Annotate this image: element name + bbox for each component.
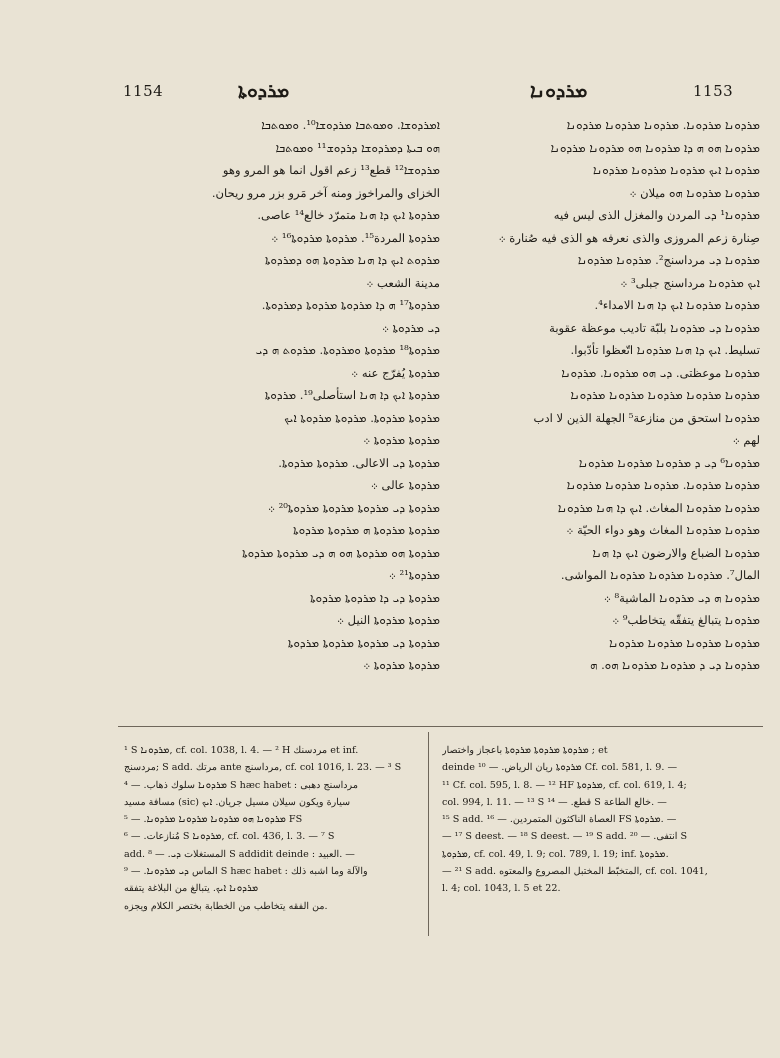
left-column-line: ܡܪܕܘܬܐ المردة¹⁵. ܡܪܕܘܬܐ ܡܪܕܘܬܐ¹⁶ ܀ [271,230,440,245]
left-footnotes [124,742,424,942]
left-column-line: الخزاى والمراخوز ومنه آخر مَرو بزر مرو ريحان. [211,185,440,200]
right-column-line: لهم ܀ [732,433,760,447]
right-column-line: ܡܪܕܘܢܐ ܡܪܕܘܢܐ المغاث. ܐܝܟ ܕܐ ܗܢܐ ܡܪܕܘܢܐ [557,500,760,515]
left-column-line: ܡܪܕܘܬܐ ܡܪܕܘܬܐ. ܡܪܕܘܬܐ ܡܪܕܘܬܐ ܐܝܟ [284,410,440,425]
left-column-line: ܡܪܕܘܬܐ ܕܝ الاعالى. ܡܪܕܘܬܐ ܡܪܕܘܬܐ. [278,455,440,470]
right-column-line: ܡܪܕܘܢܐ⁶ ܕܝ ܕ ܡܪܕܘܢܐ ܡܪܕܘܢܐ ܡܪܕܘܢܐ [578,455,760,470]
left-column-line: ܡܪܕܘܬܐ¹⁷ ܗ ܕܐ ܡܪܕܘܬܐ ܡܪܕܘܬܐ ܕܡܪܕܘܬܐ. [261,298,440,312]
right-text-column [440,114,760,716]
footnotes-right-line: ܡܪܕܘܬܐ ܡܪܕܘܬܐ ܡܪܕܘܬܐ باعجاز واختصار ; et [442,745,608,756]
left-column-line: ܐܡܪܕܘܫܐ. ܘܡܘܬܒܐ ܡܪܕܘܫܐ¹⁰. ܘܡܘܬܒܐ [261,118,440,132]
footnotes-right-line: col. 994, l. 11. — ¹³ S قطع. — ¹⁴ S خالع الطاعة. — [442,796,667,808]
right-column-line: ܡܪܕܘܢܐ ܡܪܕܘܢܐ. ܡܪܕܘܢܐ ܡܪܕܘܢܐ ܡܪܕܘܢܐ [566,118,760,132]
footnotes-left-line: من الفقه يتخاطب من الخطابة بختصر الكلام ويجزه. [124,900,328,912]
left-column-line: ܡܪܕܘܬܐ ܕܝ ܡܪܕܘܬܐ ܡܪܕܘܬܐ ܡܪܕܘܬܐ [287,635,440,650]
footnote-column-divider [428,732,429,936]
right-column-line: ܡܪܕܘܢܐ موعظتى. ܕܝ ܗܘ ܡܪܕܘܢܐ. ܡܪܕܘܢܐ [561,365,760,380]
footnotes-left-line: مُنازعات. — ⁶ S ܡܪܕܘܢܐ, cf. col. 436, l. 3. — ⁷ S [124,831,335,843]
right-column-line: ܡܪܕܘܢܐ ܗ ܕܝ ܡܪܕܘܢܐ الماشية⁸ ܀ [603,590,760,605]
right-column-line: ܡܪܕܘܢܐ ܗܘ ܗ ܕܐ ܡܪܕܘܢܐ ܗܘ ܡܪܕܘܢܐ ܡܪܕܘܢܐ [550,140,760,155]
right-column-line: تسليط. ܐܝܟ ܕܐ ܗܢܐ ܡܪܕܘܢܐ اتّعظوا تأدّبوا. [570,343,760,357]
left-column-line: ܡܪܕܘܬܐ ܡܪܕܘܬܐ ܀ [363,658,440,672]
left-column-line: ܡܪܕܘܬܐ ܗܘ ܡܪܕܘܬܐ ܗܘ ܗ ܕܝ ܡܪܕܘܬܐ ܡܪܕܘܬܐ [242,545,440,560]
footnotes-left-line: ܡܪܕܘܢܐ ܐܝܟ. يتبالغ من البلاغة يتفقه [124,883,259,895]
right-column-line: ܡܪܕܘܢܐ ܡܪܕܘܢܐ ܡܪܕܘܢܐ ܡܪܕܘܢܐ [609,635,760,650]
left-running-head: ܡܪܕܘܬܐ [238,80,290,102]
footnotes-left-line: add. المستغلات ܕܝ. — ⁸ S addidit deinde : العبيد. — [124,848,355,860]
right-column-line: ܡܪܕܘܢܐ ܕܝ ܕ ܡܪܕܘܢܐ ܡܪܕܘܢܐ ܗܘ. ܗ [590,658,760,672]
right-column-line: صِنارة زعم المروزى والذى نعرفه هو الذى فيه صُنارة ܀ [498,230,760,245]
footnotes-right-line: ¹¹ Cf. col. 595, l. 8. — ¹² HF ܡܪܕܘܬܐ, cf. col. 619, l. 4; [442,779,687,791]
right-column-line: ܡܪܕܘܢܐ ܡܪܕܘܢܐ ܡܪܕܘܢܐ ܡܪܕܘܢܐ ܡܪܕܘܢܐ [570,388,760,402]
left-column-line: ܡܪܕܘܫܐ¹² قطع¹³ زعم اقول انما هو المرو وهو [222,163,440,177]
footnotes-left-line: مردسنج; S add. مرتك ante مرداسنج, cf. col 1016, l. 23. — ³ S [124,762,402,774]
right-column-line: ܡܪܕܘܢܐ الضباع والارضون ܐܝܟ ܕܐ ܗܢܐ [592,545,760,560]
left-column-line: ܡܪܕܘܬܐ ܕܝ ܕܐ ܡܪܕܘܬܐ ܡܪܕܘܬܐ [310,590,440,605]
left-column-line: ܡܪܕܘܬܐ يُفرّج عنه ܀ [351,365,440,380]
right-column-line: ܡܪܕܘܢܐ ܡܪܕܘܢܐ. ܡܪܕܘܢܐ ܡܪܕܘܢܐ ܡܪܕܘܢܐ [566,478,760,492]
footnotes-right-line: ¹⁵ S add. العصاة الناكثون المتمردين. — ¹⁶ FS ܡܪܕܘܬܐ. — [442,814,677,826]
right-column-line: ܐܝܟ ܡܪܕܘܢܐ مرداسنج جبلى³ ܀ [620,275,760,290]
footnote-rule [118,726,763,727]
right-column-line: ܡܪܕܘܢܐ ܡܪܕܘܢܐ ܗܘ ميلان ܀ [629,185,760,200]
right-running-head: ܡܪܕܘܢܐ [530,80,588,102]
right-footnotes [442,742,742,942]
footnotes-right-line: l. 4; col. 1043, l. 5 et 22. [442,883,561,895]
footnotes-right-line: — ¹⁷ S deest. — ¹⁸ S deest. — ¹⁹ S add. انتفى. — ²⁰ S [442,831,688,843]
footnotes-left-line: ܡܪܕܘܢܐ سلوك ذهاب. — ⁴ S hæc habet : مرداسنج دهبى [124,779,358,791]
left-page-number: 1154 [123,82,164,100]
right-column-line: ܡܪܕܘܢܐ ܐܝܟ ܡܪܕܘܢܐ ܡܪܕܘܢܐ ܡܪܕܘܢܐ [592,163,760,177]
left-column-line: ܡܪܕܘܬܐ ܐܝܟ ܕܐ ܗܢܐ متمرّد خالع¹⁴ عاصى. [257,208,440,222]
left-column-line: ܡܪܕܘܬܐ ܡܪܕܘܬܐ النيل ܀ [337,613,440,627]
right-column-line: ܡܪܕܘܢܐ ܕܝ ܡܪܕܘܢܐ بلبّة تاديب موعظة عقوبة [549,320,760,335]
right-column-line: ܡܪܕܘܢܐ ܡܪܕܘܢܐ ܐܝܟ ܕܐ ܗܢܐ الامداء⁴. [594,298,760,312]
left-column-line: ܡܪܕܘܬܐ عالى ܀ [370,478,440,492]
left-column-line: ܡܪܕܘܬܐ ܡܪܕܘܬܐ ܀ [363,433,440,447]
left-column-line: ܡܪܕܘܬܐ ܐܝܟ ܕܐ ܗܢܐ استأصلى¹⁹. ܡܪܕܘܬܐ [264,388,440,402]
footnotes-right-line: deinde ܡܪܕܘܬܐ ريان الرياض. — ¹⁰ Cf. col. 581, l. 9. — [442,762,678,774]
footnotes-left-line: مسافة مسيد (sic) سيارة ويكون سيلان مسيل جريان. ܐܝܟ [124,796,351,808]
left-column-line: ܡܪܕܘܬܐ ܡܪܕܘܬܐ ܗ ܡܪܕܘܬܐ ܡܪܕܘܬܐ [293,523,440,537]
left-text-column [120,114,440,716]
left-column-line: ܡܪܕܘܬܐ ܕܝ ܡܪܕܘܬܐ ܡܪܕܘܬܐ ܡܪܕܘܬܐ²⁰ ܀ [267,500,440,515]
footnotes-right-line: — ²¹ S add. المتخبّط المختبل المصروع والمعتوه, cf. col. 1041, [442,866,708,878]
footnotes-left-line: ¹ S ܡܪܕܘܢܐ, cf. col. 1038, l. 4. — ² H مردسنك et inf. [124,745,359,756]
right-column-line: ܡܪܕܘܢܐ ܡܪܕܘܢܐ المغاث وهو دواء الحيّة ܀ [566,523,760,537]
right-column-line: ܡܪܕܘܢܐ¹ ܕܝ المردن والمغزل الذى ليس فيه [553,208,760,222]
left-column-line: ܡܪܕܘܬ ܐܝܟ ܕܐ ܗܢܐ ܡܪܕܘܬܐ ܗܘ ܕܡܪܕܘܬܐ [264,253,440,267]
right-column-line: ܡܪܕܘܢܐ يتبالغ يتفقّه يتخاطب⁹ ܀ [612,613,760,627]
left-column-line: ܡܪܕܘܬܐ¹⁸ ܡܪܕܘܬܐ ܘܡܪܕܘܬܐ. ܡܪܕܘܬ ܗ ܕܝ [255,343,440,357]
footnotes-left-line: الماس ܕܝ ܡܪܕܘܢܐ. — ⁹ S hæc habet : والآلة وما اشبه ذلك [124,866,368,878]
right-column-line: ܡܪܕܘܢܐ ܕܝ مرداسنج². ܡܪܕܘܢܐ ܡܪܕܘܢܐ [577,253,760,267]
right-column-line: المال⁷. ܡܪܕܘܢܐ ܡܪܕܘܢܐ ܡܪܕܘܢܐ المواشى. [560,568,760,582]
footnotes-right-line: ܡܪܕܘܬܐ, cf. col. 49, l. 9; col. 789, l. 19; inf. ܡܪܕܘܬܐ. [442,848,669,860]
left-column-line: مدينة الشعب ܀ [366,275,440,290]
right-column-line: ܡܪܕܘܢܐ استحق من منازعة⁵ الجهلة الذين لا ادب [533,410,760,425]
left-column-line: ܗܘ ܒܝܬܐ ܕܡܪܕܘܫܐ ܕܪܕܘܫ¹¹ ܘܡܘܬܒܐ [275,140,440,155]
left-column-line: ܡܪܕܘܬܐ²¹ ܀ [388,568,440,582]
footnotes-left-line: ܡܪܕܘܢܐ ܗܘ ܡܪܕܘܢܐ ܡܪܕܘܢܐ ܡܪܕܘܢܐ. — ⁵ FS [124,814,303,826]
right-page-number: 1153 [693,82,734,100]
left-column-line: ܕܝ ܡܪܕܘܬܐ ܀ [381,320,440,335]
